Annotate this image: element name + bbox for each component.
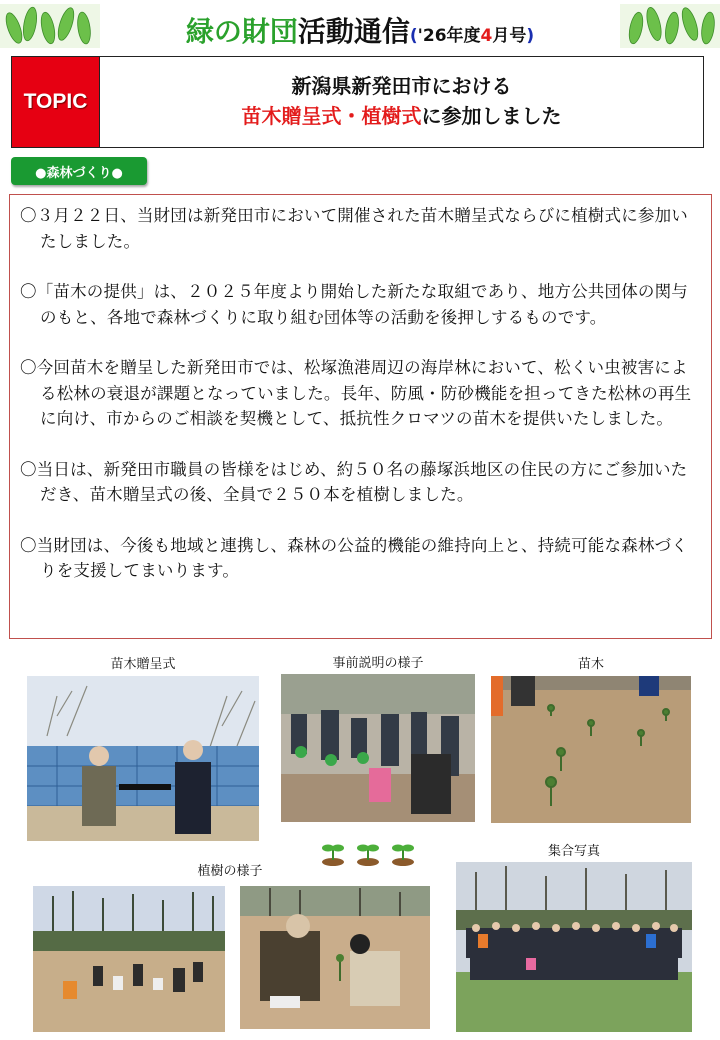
caption-ceremony: 苗木贈呈式 [110, 657, 176, 672]
sprout-icon [353, 838, 383, 866]
photo-seedlings [491, 676, 691, 823]
photo-group [456, 862, 692, 1032]
paragraph: 〇３月２２日、当財団は新発田市において開催された苗木贈呈式ならびに植樹式に参加いたしました。 [20, 206, 688, 251]
topic-line-1: 新潟県新発田市における [291, 74, 512, 98]
leaves-decoration-icon [620, 4, 720, 48]
photo-planting-1 [33, 886, 225, 1032]
paragraph: 〇今回苗木を贈呈した新発田市では、松塚漁港周辺の海岸林において、松くい虫被害による松林の衰退が課題となっていました。長年、防風・防砂機能を担ってきた松林の再生に向け、市からのご相談を契機として、抵抗性クロマツの苗木を提供いたしました。 [20, 358, 692, 428]
title-close-paren: ) [526, 26, 535, 46]
title-open-paren: ( [409, 26, 418, 46]
caption-planting: 植樹の様子 [197, 864, 263, 879]
paragraph: 〇当日は、新発田市職員の皆様をはじめ、約５０名の藤塚浜地区の住民の方にご参加いただき、苗木贈呈式の後、全員で２５０本を植樹しました。 [20, 459, 688, 504]
caption-briefing: 事前説明の様子 [332, 656, 424, 671]
sprout-icon [388, 838, 418, 866]
paragraph: 〇「苗木の提供」は、２０２５年度より開始した新たな取組であり、地方公共団体の関与のもと、各地で森林づくりに取り組む団体等の活動を後押しするものです。 [20, 282, 688, 327]
topic-line-2 [100, 101, 703, 131]
title-newsletter: 活動通信 [297, 15, 410, 48]
topic-badge: TOPIC [12, 57, 100, 147]
sprout-icon [318, 838, 348, 866]
topic-box [11, 56, 704, 148]
newsletter-header [0, 0, 720, 52]
photo-planting-2 [240, 886, 430, 1029]
topic-line-2-red: 苗木贈呈式・植樹式 [241, 104, 422, 128]
category-tag: ●森林づくり● [11, 157, 147, 185]
topic-headline [100, 71, 703, 131]
photo-ceremony [27, 676, 259, 841]
caption-seedlings: 苗木 [577, 657, 604, 672]
newsletter-title [0, 10, 720, 50]
title-year: '26年度 [417, 26, 481, 46]
article-body [9, 194, 712, 639]
title-foundation: 緑の財団 [185, 15, 298, 48]
photo-briefing [281, 674, 475, 822]
paragraph: 〇当財団は、今後も地域と連携し、森林の公益的機能の維持向上と、持続可能な森林づくりを支援してまいります。 [20, 535, 688, 580]
title-month: 4 [480, 26, 493, 46]
title-month-suffix: 月号 [492, 26, 527, 46]
topic-line-2-black: に参加しました [421, 104, 562, 128]
caption-group: 集合写真 [547, 844, 600, 859]
